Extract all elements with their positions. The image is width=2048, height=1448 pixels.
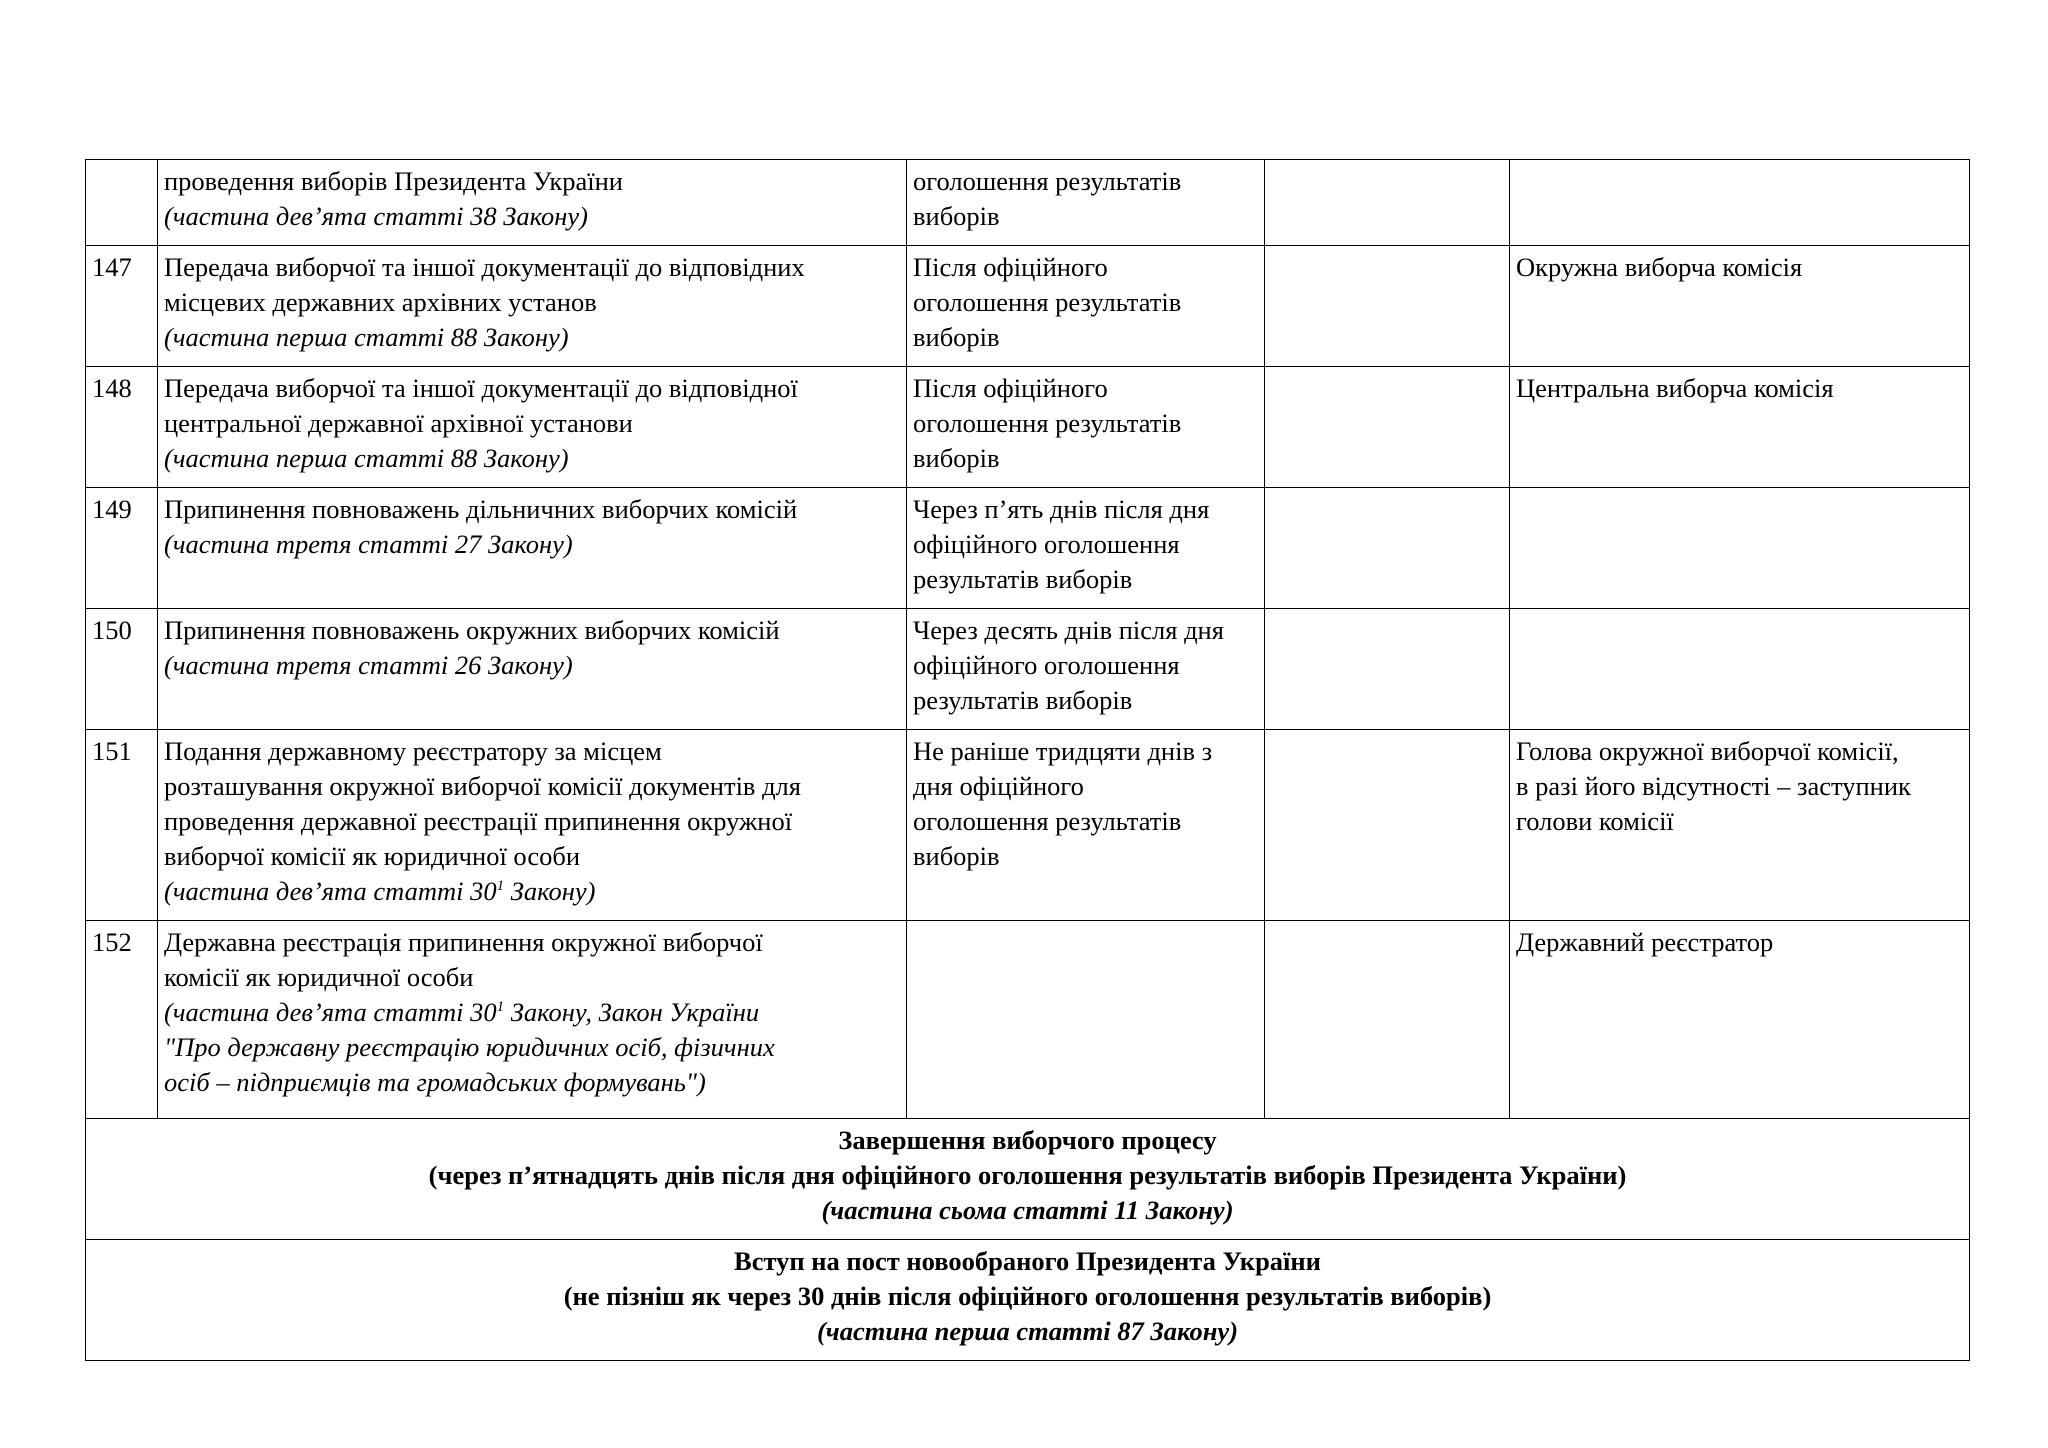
row-number: 150 [92, 615, 132, 645]
empty-cell [1265, 730, 1510, 921]
responsible-cell [1510, 160, 1970, 246]
term-text: Через п’ять днів після дня [913, 494, 1210, 524]
table-row [86, 246, 1970, 367]
empty-cell [1265, 367, 1510, 488]
event-text: Припинення повноважень окружних виборчих комісій [164, 615, 780, 645]
row-number-cell [86, 160, 158, 246]
empty-cell [1265, 160, 1510, 246]
event-text: проведення виборів Президента України [164, 166, 623, 196]
term-text: виборів [913, 201, 1000, 231]
row-number-cell [86, 921, 158, 1119]
table-row [86, 609, 1970, 730]
law-reference: осіб – підприємців та громадських формувань") [164, 1067, 706, 1097]
superscript: 1 [496, 878, 505, 894]
event-text: Припинення повноважень дільничних виборчих комісій [164, 494, 798, 524]
event-text: Передача виборчої та іншої документації до відповідної [164, 373, 798, 403]
row-number-cell [86, 367, 158, 488]
term-text: Після офіційного [913, 252, 1108, 282]
term-cell [907, 488, 1265, 609]
row-number-cell [86, 246, 158, 367]
term-text: виборів [913, 841, 1000, 871]
term-text: Не раніше тридцяти днів з [913, 736, 1213, 766]
row-number: 149 [92, 494, 132, 524]
responsible-cell [1510, 921, 1970, 1119]
term-text: Після офіційного [913, 373, 1108, 403]
row-number: 148 [92, 373, 132, 403]
event-cell [158, 367, 907, 488]
event-text: Передача виборчої та іншої документації до відповідних [164, 252, 805, 282]
section-subtitle: (не пізніш як через 30 днів після офіційного оголошення результатів виборів) [563, 1281, 1492, 1311]
term-cell [907, 367, 1265, 488]
empty-cell [1265, 921, 1510, 1119]
term-text: оголошення результатів [913, 166, 1182, 196]
row-number: 152 [92, 927, 132, 957]
law-reference: (частина дев’ята статті 38 Закону) [164, 201, 588, 231]
term-cell [907, 730, 1265, 921]
responsible-cell [1510, 246, 1970, 367]
term-cell [907, 921, 1265, 1119]
event-text: комісії як юридичної особи [164, 962, 474, 992]
term-text: виборів [913, 443, 1000, 473]
section-cell [86, 1240, 1970, 1361]
term-text: результатів виборів [913, 564, 1133, 594]
row-number: 147 [92, 252, 132, 282]
table-row [86, 160, 1970, 246]
term-text: оголошення результатів [913, 287, 1182, 317]
responsible-text: Центральна виборча комісія [1516, 373, 1834, 403]
law-reference: "Про державну реєстрацію юридичних осіб, фізичних [164, 1032, 775, 1062]
responsible-text: в разі його відсутності – заступник [1516, 771, 1911, 801]
responsible-cell [1510, 730, 1970, 921]
term-cell [907, 160, 1265, 246]
term-cell [907, 246, 1265, 367]
event-text: центральної державної архівної установи [164, 408, 633, 438]
section-subtitle: (через п’ятнадцять днів після дня офіційного оголошення результатів виборів Президента України) [428, 1160, 1627, 1190]
event-text: місцевих державних архівних установ [164, 287, 597, 317]
event-cell [158, 609, 907, 730]
event-cell [158, 730, 907, 921]
section-row [86, 1119, 1970, 1240]
responsible-cell [1510, 488, 1970, 609]
empty-cell [1265, 488, 1510, 609]
responsible-text: голови комісії [1516, 806, 1674, 836]
superscript: 1 [496, 999, 505, 1015]
responsible-cell [1510, 367, 1970, 488]
table-row [86, 730, 1970, 921]
term-text: Через десять днів після дня [913, 615, 1224, 645]
table-row [86, 488, 1970, 609]
responsible-text: Окружна виборча комісія [1516, 252, 1803, 282]
law-reference: (частина перша статті 88 Закону) [164, 322, 569, 352]
row-number-cell [86, 609, 158, 730]
term-text: оголошення результатів [913, 408, 1182, 438]
section-title: Завершення виборчого процесу [838, 1125, 1217, 1155]
event-cell [158, 921, 907, 1119]
term-text: оголошення результатів [913, 806, 1182, 836]
responsible-text: Державний реєстратор [1516, 927, 1774, 957]
term-text: офіційного оголошення [913, 650, 1180, 680]
event-text: розташування окружної виборчої комісії документів для [164, 771, 801, 801]
empty-cell [1265, 609, 1510, 730]
term-text: результатів виборів [913, 685, 1133, 715]
section-row [86, 1240, 1970, 1361]
empty-cell [1265, 246, 1510, 367]
term-text: виборів [913, 322, 1000, 352]
law-reference: (частина дев’ята статті $30^1$ Закону, Закон України [164, 997, 760, 1027]
term-cell [907, 609, 1265, 730]
section-title: Вступ на пост новообраного Президента України [734, 1246, 1321, 1276]
responsible-text: Голова окружної виборчої комісії, [1516, 736, 1899, 766]
section-law-reference: (частина перша статті 87 Закону) [816, 1316, 1239, 1346]
row-number: 151 [92, 736, 132, 766]
table-row [86, 367, 1970, 488]
responsible-cell [1510, 609, 1970, 730]
term-text: офіційного оголошення [913, 529, 1180, 559]
event-text: проведення державної реєстрації припинення окружної [164, 806, 793, 836]
law-reference: (частина третя статті 26 Закону) [164, 650, 573, 680]
election-schedule-table [85, 159, 1970, 1361]
event-cell [158, 246, 907, 367]
event-cell [158, 160, 907, 246]
event-text: Державна реєстрація припинення окружної виборчої [164, 927, 763, 957]
term-text: дня офіційного [913, 771, 1084, 801]
law-reference: (частина третя статті 27 Закону) [164, 529, 573, 559]
section-cell [86, 1119, 1970, 1240]
law-reference: (частина дев’ята статті $30^1$ Закону) [164, 876, 596, 906]
row-number-cell [86, 730, 158, 921]
law-reference: (частина перша статті 88 Закону) [164, 443, 569, 473]
table-row [86, 921, 1970, 1119]
event-text: виборчої комісії як юридичної особи [164, 841, 581, 871]
section-law-reference: (частина сьома статті 11 Закону) [821, 1195, 1234, 1225]
row-number-cell [86, 488, 158, 609]
event-text: Подання державному реєстратору за місцем [164, 736, 662, 766]
event-cell [158, 488, 907, 609]
